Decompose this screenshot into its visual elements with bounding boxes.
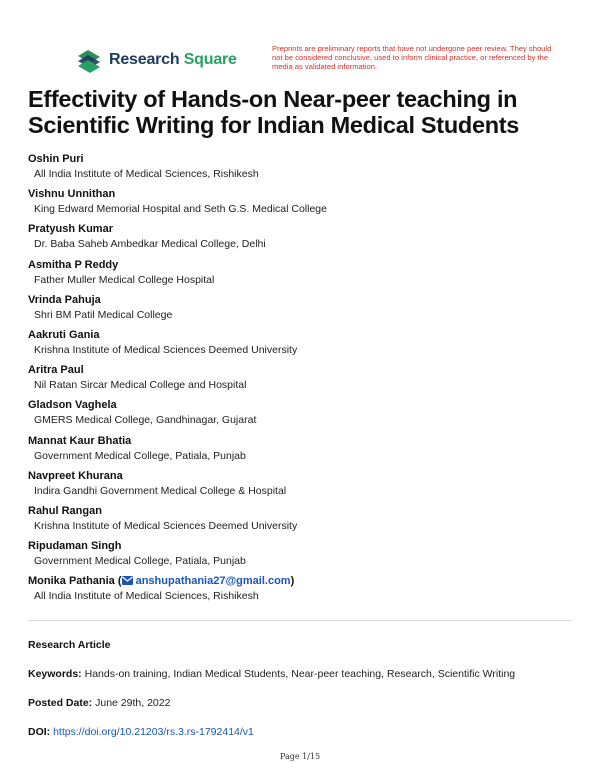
- research-square-logo-icon: [76, 47, 102, 73]
- author-affiliation: Krishna Institute of Medical Sciences Deemed University: [34, 519, 298, 532]
- author-affiliation: All India Institute of Medical Sciences, Rishikesh: [34, 168, 259, 180]
- author-affiliation: Nil Ratan Sircar Medical College and Hospital: [34, 379, 247, 392]
- section-divider: [28, 620, 573, 621]
- author-entry: [28, 398, 578, 433]
- logo-brand-research: Research: [109, 51, 180, 68]
- author-affiliation: GMERS Medical College, Gandhinagar, Gujarat: [34, 414, 257, 427]
- author-affiliation: All India Institute of Medical Sciences, Rishikesh: [34, 590, 259, 603]
- author-entry: [28, 258, 578, 293]
- author-affiliation: Father Muller Medical College Hospital: [34, 273, 215, 286]
- author-affiliation: Government Medical College, Patiala, Punjab: [34, 449, 246, 462]
- author-entry: [28, 469, 578, 504]
- author-affiliation: Dr. Baba Saheb Ambedkar Medical College, Delhi: [34, 238, 266, 251]
- envelope-icon: [122, 576, 133, 585]
- author-name: Vrinda Pahuja: [28, 293, 101, 306]
- keywords-label: Keywords:: [28, 668, 82, 680]
- posted-date-label: Posted Date:: [28, 697, 93, 709]
- author-entry: [28, 539, 578, 574]
- keywords-value: Hands-on training, Indian Medical Students, Near-peer teaching, Research, Scientific Writing: [84, 668, 516, 680]
- author-affiliation: Government Medical College, Patiala, Punjab: [34, 555, 246, 568]
- research-square-logo[interactable]: [76, 47, 237, 73]
- author-entry: [28, 152, 578, 187]
- author-name: Ripudaman Singh: [28, 540, 122, 553]
- page-header: [0, 0, 600, 80]
- author-name: Monika Pathania: [28, 575, 115, 588]
- author-name: Vishnu Unnithan: [28, 188, 116, 201]
- author-affiliation: Krishna Institute of Medical Sciences Deemed University: [34, 343, 298, 356]
- author-affiliation: Indira Gandhi Government Medical College & Hospital: [34, 484, 287, 497]
- author-entry: [28, 363, 578, 398]
- corresponding-author-entry: [28, 574, 578, 609]
- preprint-disclaimer: Preprints are preliminary reports that have not undergone peer review. They should not be considered conclusive, used to inform clinical practice, or referenced by the media as validated information.: [272, 44, 552, 71]
- corresponding-author-name-line: [28, 574, 578, 589]
- doi-line: [28, 726, 254, 738]
- logo-brand-square: Square: [183, 51, 237, 68]
- author-name: Mannat Kaur Bhatia: [28, 434, 132, 447]
- author-name: Aritra Paul: [28, 364, 84, 377]
- author-name: Oshin Puri: [28, 153, 84, 165]
- author-name: Rahul Rangan: [28, 504, 102, 517]
- author-list: [28, 152, 578, 609]
- doi-label: DOI:: [28, 726, 51, 738]
- posted-date-line: [28, 697, 170, 709]
- author-name: Asmitha P Reddy: [28, 258, 119, 271]
- keywords-line: [28, 668, 515, 680]
- author-affiliation: King Edward Memorial Hospital and Seth G.S. Medical College: [34, 203, 327, 216]
- author-entry: [28, 222, 578, 257]
- article-type-label: Research Article: [28, 639, 111, 651]
- author-entry: [28, 504, 578, 539]
- author-email-link[interactable]: anshupathania27@gmail.com: [135, 575, 291, 588]
- author-name: Pratyush Kumar: [28, 223, 113, 236]
- author-name: Gladson Vaghela: [28, 399, 117, 412]
- paren-close: ): [290, 575, 295, 588]
- paper-title: Effectivity of Hands-on Near-peer teaching in Scientific Writing for Indian Medical Students: [28, 86, 520, 138]
- doi-link[interactable]: https://doi.org/10.21203/rs.3.rs-1792414/v1: [53, 726, 254, 738]
- article-type: [28, 639, 111, 651]
- author-name: Navpreet Khurana: [28, 469, 123, 482]
- posted-date-value: June 29th, 2022: [95, 697, 171, 709]
- author-name: Aakruti Gania: [28, 328, 100, 341]
- author-affiliation: Shri BM Patil Medical College: [34, 308, 173, 321]
- paren-open: (: [117, 575, 122, 588]
- page-number: Page 1/15: [279, 752, 321, 761]
- author-entry: [28, 434, 578, 469]
- author-entry: [28, 293, 578, 328]
- author-entry: [28, 328, 578, 363]
- logo-wordmark: [109, 51, 237, 69]
- author-entry: [28, 187, 578, 222]
